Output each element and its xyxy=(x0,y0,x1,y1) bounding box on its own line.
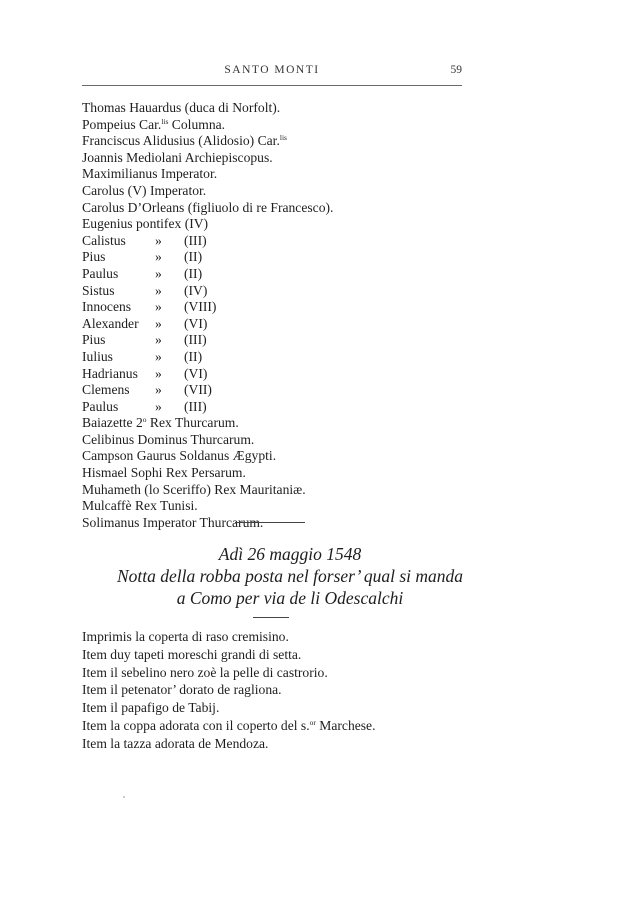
regnal-number: (VI) xyxy=(184,365,208,381)
section-title-date: Adì 26 maggio 1548 xyxy=(218,544,362,564)
list-item xyxy=(82,382,333,399)
entry-text: Item il sebelino nero zoè la pelle di castrorio. xyxy=(82,664,328,680)
entry-text: Pompeius Car. xyxy=(82,116,162,132)
ditto-mark: » xyxy=(155,382,162,398)
regnal-number: (II) xyxy=(184,348,203,364)
regnal-number: (VII) xyxy=(184,382,212,398)
entry-text: Carolus D’Orleans (figliuolo di re Francesco). xyxy=(82,199,334,215)
list-item xyxy=(82,349,333,366)
list-item xyxy=(82,133,333,150)
entry-name: Pius xyxy=(82,249,106,265)
regnal-number: (IV) xyxy=(184,282,208,298)
list-item xyxy=(82,465,333,482)
inventory-item xyxy=(82,699,376,717)
inventory-item xyxy=(82,646,376,664)
entry-text: Muhameth (lo Sceriffo) Rex Mauritaniæ. xyxy=(82,481,306,497)
section-title-line-2: Notta della robba posta nel forser’ qual si manda xyxy=(116,566,464,586)
entry-text: Franciscus Alidusius (Alidosio) Car. xyxy=(82,133,280,149)
list-item xyxy=(82,366,333,383)
entry-name: Paulus xyxy=(82,398,119,414)
ditto-mark: » xyxy=(155,365,162,381)
page-header xyxy=(82,64,462,84)
regnal-number: (III) xyxy=(184,332,207,348)
ditto-mark: » xyxy=(155,315,162,331)
entry-text: Mulcaffè Rex Tunisi. xyxy=(82,498,198,514)
regnal-number: (III) xyxy=(184,232,207,248)
list-item xyxy=(82,332,333,349)
superscript-abbrev: lis xyxy=(279,133,287,143)
regnal-number: (VIII) xyxy=(184,299,217,315)
entry-name: Paulus xyxy=(82,265,119,281)
list-item xyxy=(82,283,333,300)
superscript-abbrev: lis xyxy=(161,116,169,126)
list-item xyxy=(82,448,333,465)
regnal-number: (II) xyxy=(184,249,203,265)
entry-text: Baiazette 2 xyxy=(82,415,143,431)
entry-text-cont: Columna. xyxy=(168,116,226,132)
ditto-mark: » xyxy=(155,348,162,364)
entry-name: Pius xyxy=(82,332,106,348)
regnal-number: (VI) xyxy=(184,315,208,331)
section-divider xyxy=(235,522,305,523)
paper-speck xyxy=(123,796,125,798)
entry-text: Carolus (V) Imperator. xyxy=(82,182,207,198)
list-item xyxy=(82,498,333,515)
entry-text-cont: Marchese. xyxy=(315,717,376,733)
entry-name: Hadrianus xyxy=(82,365,138,381)
page-number: 59 xyxy=(450,64,462,76)
ditto-mark: » xyxy=(155,398,162,414)
list-item xyxy=(82,399,333,416)
entry-name: Sistus xyxy=(82,282,115,298)
entry-text: Item il papafigo de Tabij. xyxy=(82,700,220,716)
entry-text: Imprimis la coperta di raso cremisino. xyxy=(82,629,289,644)
list-item xyxy=(82,183,333,200)
list-item xyxy=(82,200,333,217)
regnal-number: (III) xyxy=(184,398,207,414)
ditto-mark: » xyxy=(155,299,162,315)
entry-text: Eugenius pontifex (IV) xyxy=(82,216,209,232)
inventory-item xyxy=(82,681,376,699)
ditto-mark: » xyxy=(155,332,162,348)
list-item xyxy=(82,415,333,432)
inventory-item xyxy=(82,735,376,753)
list-item xyxy=(82,100,333,117)
entry-text: Item il petenator’ dorato de ragliona. xyxy=(82,682,282,698)
list-item xyxy=(82,216,333,233)
entry-name: Iulius xyxy=(82,348,113,364)
superscript-abbrev: o xyxy=(142,415,147,425)
list-item xyxy=(82,299,333,316)
entry-text: Joannis Mediolani Archiepiscopus. xyxy=(82,149,273,165)
entry-text: Item duy tapeti moreschi grandi di setta. xyxy=(82,646,302,662)
entry-text: Celibinus Dominus Thurcarum. xyxy=(82,431,255,447)
list-item xyxy=(82,316,333,333)
header-rule xyxy=(82,85,462,86)
entry-name: Alexander xyxy=(82,315,139,331)
inventory-item xyxy=(82,628,376,646)
list-item xyxy=(82,150,333,167)
names-list xyxy=(82,100,333,531)
list-item xyxy=(82,233,333,250)
running-head: SANTO MONTI xyxy=(224,64,320,76)
list-item xyxy=(82,266,333,283)
entry-name: Innocens xyxy=(82,299,132,315)
inventory-item xyxy=(82,717,376,735)
entry-text: Solimanus Imperator Thurcarum. xyxy=(82,514,264,530)
entry-text: Item la coppa adorata con il coperto del s. xyxy=(82,717,310,733)
list-item xyxy=(82,515,333,532)
list-item xyxy=(82,482,333,499)
ditto-mark: » xyxy=(155,232,162,248)
entry-name: Clemens xyxy=(82,382,130,398)
entry-name: Calistus xyxy=(82,232,126,248)
ditto-mark: » xyxy=(155,249,162,265)
entry-text: Thomas Hauardus (duca di Norfolt). xyxy=(82,100,281,115)
entry-text: Item la tazza adorata de Mendoza. xyxy=(82,735,269,751)
inventory-list xyxy=(82,628,376,753)
section-title-line-3: a Como per via de li Odescalchi xyxy=(176,588,404,608)
entry-text: Maximilianus Imperator. xyxy=(82,166,218,182)
entry-text: Campson Gaurus Soldanus Ægypti. xyxy=(82,448,277,464)
superscript-abbrev: or xyxy=(309,717,316,727)
list-item xyxy=(82,117,333,134)
entry-text-cont: Rex Thurcarum. xyxy=(146,415,239,431)
list-item xyxy=(82,432,333,449)
ditto-mark: » xyxy=(155,265,162,281)
entry-text: Hismael Sophi Rex Persarum. xyxy=(82,465,246,481)
inventory-item xyxy=(82,664,376,682)
regnal-number: (II) xyxy=(184,265,203,281)
ditto-mark: » xyxy=(155,282,162,298)
title-underline xyxy=(253,617,289,618)
list-item xyxy=(82,249,333,266)
list-item xyxy=(82,166,333,183)
